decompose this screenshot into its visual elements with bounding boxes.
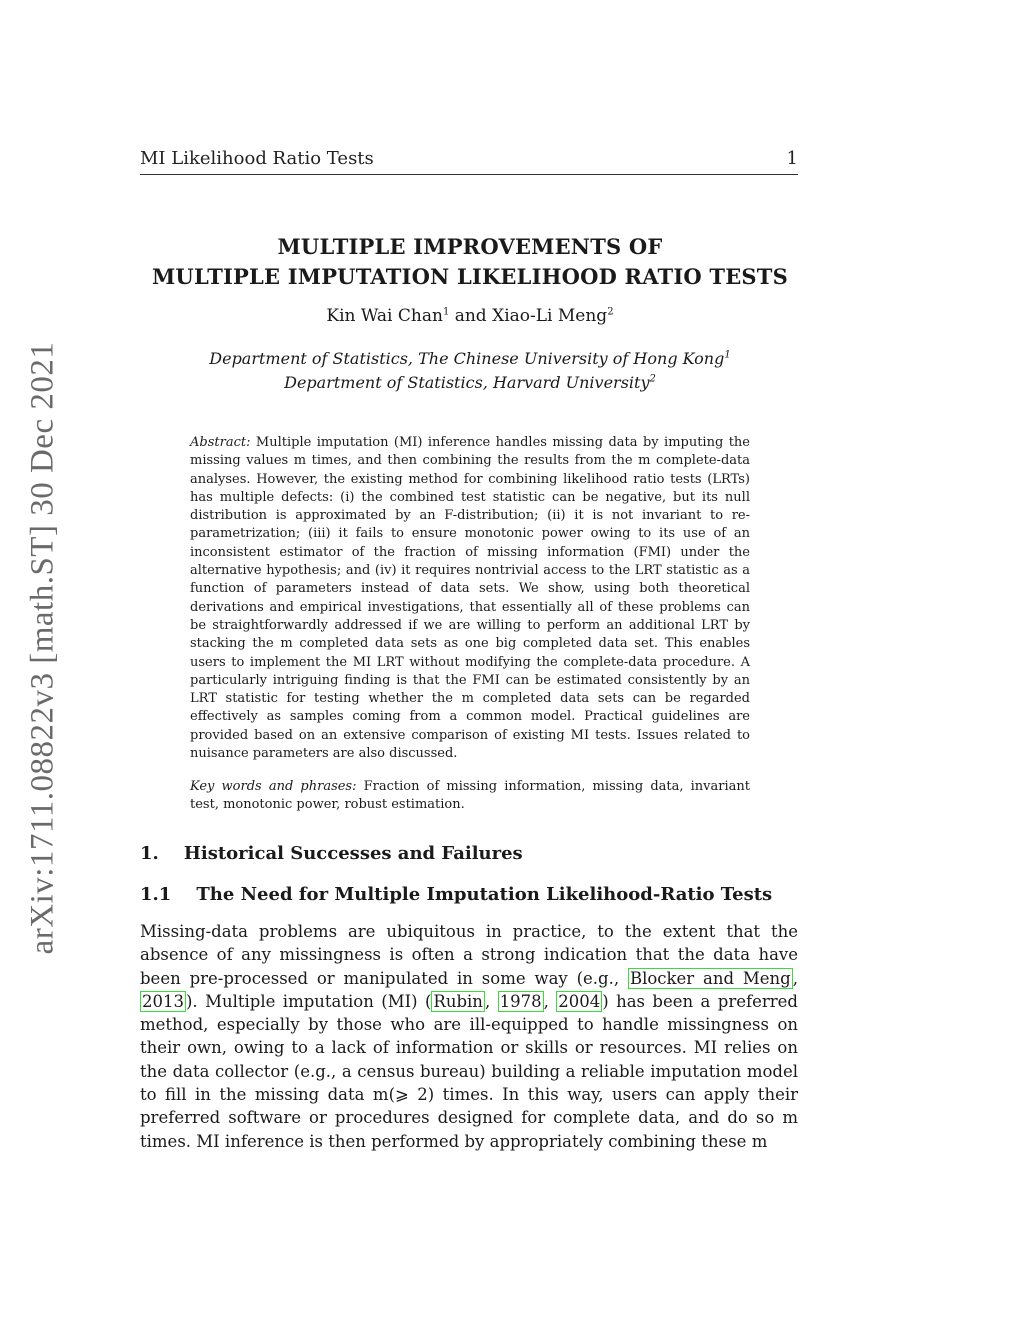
affiliation-1-mark: 1 [724, 349, 731, 361]
keywords [190, 778, 750, 815]
citation-1978[interactable]: 1978 [499, 991, 542, 1011]
affiliation-1 [100, 347, 840, 371]
body-text-c: ). Multiple imputation (MI) ( [186, 991, 432, 1011]
section-1-title: Historical Successes and Failures [183, 843, 523, 864]
body-paragraph [140, 920, 798, 1153]
title-line-1: MULTIPLE IMPROVEMENTS OF [277, 234, 663, 259]
body-text-f: ) has been a preferred method, especially by those who are ill-equipped to handle missingness on their own, owing to a lack of information or skills or resources. MI relies on the data collector (e.g., a census bureau) building a reliable imputation model to fill in the missing data m(⩾ 2) times. In this way, users can apply their preferred software or procedures designed for complete data, and do so m times. MI inference is then performed by appropriately combining these m [140, 991, 798, 1151]
paper-title [100, 232, 840, 292]
author-2-affil-mark: 2 [607, 306, 614, 318]
body-text-a: Missing-data problems are ubiquitous in practice, to the extent that the absence of any missingness is often a strong indication that the data have been pre-processed or manipulated in some way (e.g., [140, 922, 798, 988]
page-number: 1 [786, 148, 798, 169]
keywords-text: Fraction of missing information, missing data, invariant test, monotonic power, robust estimation. [190, 779, 750, 813]
section-1-heading [140, 843, 523, 864]
affiliation-2 [100, 371, 840, 395]
keywords-label: Key words and phrases: [190, 779, 357, 794]
section-1-1-title: The Need for Multiple Imputation Likelihood-Ratio Tests [196, 884, 773, 905]
running-header [140, 148, 798, 175]
author-1: Kin Wai Chan [326, 306, 443, 326]
author-list [100, 306, 840, 326]
section-1-number: 1. [140, 843, 159, 864]
arxiv-identifier: arXiv:1711.08822v3 [math.ST] 30 Dec 2021 [24, 341, 61, 955]
running-title: MI Likelihood Ratio Tests [140, 148, 374, 169]
body-text-b: , [792, 968, 798, 988]
citation-2013[interactable]: 2013 [142, 991, 184, 1011]
body-text-d: , [484, 991, 498, 1011]
citation-blocker-meng[interactable]: Blocker and Meng [629, 968, 791, 988]
author-2: Xiao-Li Meng [492, 306, 608, 326]
section-1-1-number: 1.1 [140, 884, 172, 905]
author-connector: and [449, 306, 493, 326]
author-1-affil-mark: 1 [442, 306, 450, 318]
section-1-1-heading [140, 884, 772, 905]
affiliation-1-text: Department of Statistics, The Chinese University of Hong Kong [209, 349, 725, 368]
abstract-label: Abstract: [190, 435, 251, 450]
arxiv-sidebar [20, 338, 66, 958]
body-text-e: , [543, 991, 557, 1011]
citation-2004[interactable]: 2004 [558, 991, 601, 1011]
affiliation-2-text: Department of Statistics, Harvard University [284, 373, 650, 392]
affiliations [100, 347, 840, 395]
abstract-text: Multiple imputation (MI) inference handles missing data by imputing the missing values m times, and then combining the results from the m complete-data analyses. However, the existing method for combining likelihood ratio tests (LRTs) has multiple defects: (i) the combined test statistic can be negative, but its null distribution is approximated by an F-distribution; (ii) it is not invariant to re-parametrization; (iii) it fails to ensure monotonic power owing to its use of an inconsistent estimator of the fraction of missing information (FMI) under the alternative hypothesis; and (iv) it requires nontrivial access to the LRT statistic as a function of parameters instead of data sets. We show, using both theoretical derivations and empirical investigations, that essentially all of these problems can be straightforwardly addressed if we are willing to perform an additional LRT by stacking the m completed data sets as one big completed data set. This enables users to implement the MI LRT without modifying the complete-data procedure. A particularly intriguing finding is that the FMI can be estimated consistently by an LRT statistic for testing whether the m completed data sets can be regarded effectively as samples coming from a common model. Practical guidelines are provided based on an extensive comparison of existing MI tests. Issues related to nuisance parameters are also discussed. [190, 435, 751, 762]
title-line-2: MULTIPLE IMPUTATION LIKELIHOOD RATIO TESTS [151, 264, 788, 289]
citation-rubin[interactable]: Rubin [433, 991, 483, 1011]
abstract [190, 434, 750, 763]
affiliation-2-mark: 2 [649, 373, 656, 385]
